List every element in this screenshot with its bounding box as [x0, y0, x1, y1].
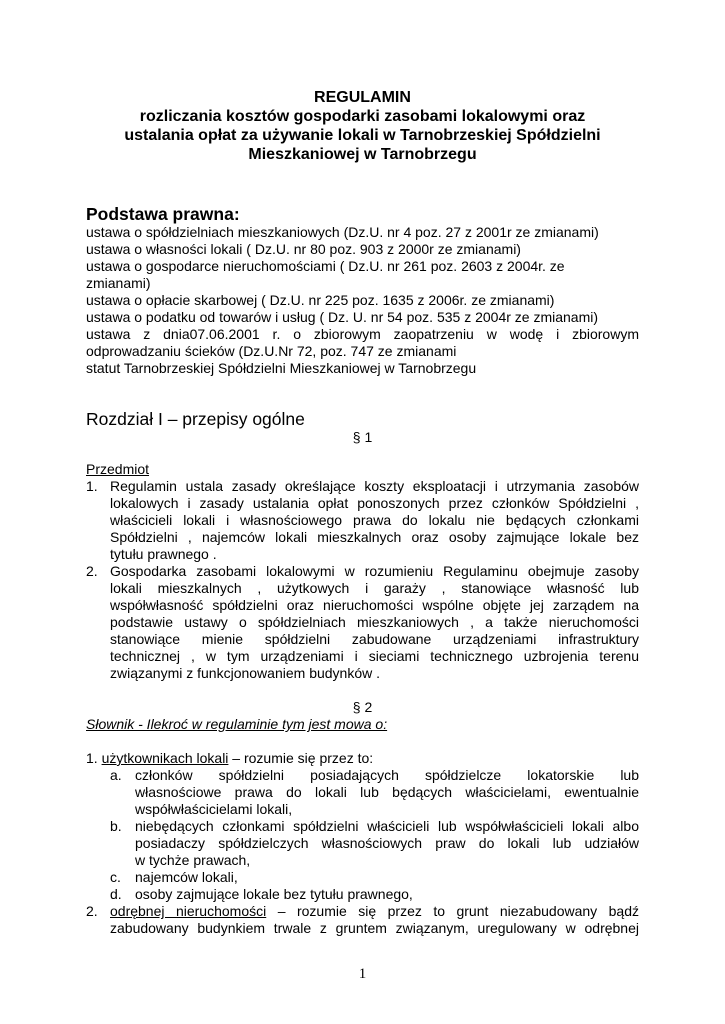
list-number: 2.	[86, 563, 98, 579]
legal-basis-line: ustawa z dnia07.06.2001 r. o zbiorowym zaopatrzeniu w wodę i zbiorowym	[86, 326, 639, 342]
section-2-label: Słownik - Ilekroć w regulaminie tym jest mowa o:	[86, 716, 388, 732]
paragraph-1-line: lokalowych i zasady ustalania opłat ponoszonych przez członków Spółdzielni ,	[110, 495, 639, 511]
definition-term: użytkownikach lokali	[101, 750, 229, 766]
document-subtitle-line-1: rozliczania kosztów gospodarki zasobami lokalowymi oraz	[139, 108, 586, 125]
list-number: 1.	[86, 750, 98, 766]
definition-2-line: zabudowany budynkiem trwale z gruntem związanym, uregulowany w odrębnej	[110, 920, 639, 936]
legal-basis-line: ustawa o opłacie skarbowej ( Dz.U. nr 225 poz. 1635 z 2006r. ze zmianami)	[86, 292, 555, 308]
definition-text: – rozumie się przez to grunt niezabudowany bądź	[266, 903, 639, 919]
definition-b-line: posiadaczy spółdzielczych własnościowych praw do lokali lub udziałów	[135, 835, 639, 851]
list-number: 1.	[86, 478, 98, 494]
section-sign-2: § 2	[352, 699, 373, 715]
paragraph-2-line: technicznej , w tym urządzeniami i sieciami technicznego uzbrojenia terenu	[110, 648, 639, 664]
legal-basis-line: zmianami)	[86, 275, 151, 291]
legal-basis-line: ustawa o spółdzielniach mieszkaniowych (Dz.U. nr 4 poz. 27 z 2001r ze zmianami)	[86, 224, 599, 240]
list-number: 2.	[86, 903, 98, 919]
paragraph-2-line: stanowiące mienie spółdzielni zabudowane urządzeniami infrastruktury	[110, 631, 639, 647]
definition-b-line: w tychże prawach,	[135, 852, 251, 868]
list-letter: b.	[110, 818, 122, 834]
legal-basis-line: odprowadzaniu ścieków (Dz.U.Nr 72, poz. 747 ze zmianami	[86, 343, 457, 359]
definition-a-line: współwłaścicielami lokali,	[135, 801, 293, 817]
definition-c: najemców lokali,	[135, 869, 238, 885]
definition-d: osoby zajmujące lokale bez tytułu prawnego,	[135, 886, 413, 902]
definition-b-line: niebędących członkami spółdzielni właścicieli lub współwłaścicieli lokali albo	[135, 818, 639, 834]
document-subtitle-line-3: Mieszkaniowej w Tarnobrzegu	[248, 146, 477, 163]
document-subtitle-line-2: ustalania opłat za używanie lokali w Tarnobrzeskiej Spółdzielni	[124, 127, 601, 144]
legal-basis-line: statut Tarnobrzeskiej Spółdzielni Mieszkaniowej w Tarnobrzegu	[86, 360, 477, 376]
paragraph-2-line: związanymi z funkcjonowaniem budynków .	[110, 665, 381, 681]
paragraph-2-line: podstawie ustawy o spółdzielniach mieszkaniowych , a także nieruchomości	[110, 614, 639, 630]
definition-text: – rozumie się przez to:	[228, 750, 374, 766]
list-letter: a.	[110, 767, 122, 783]
document-title: REGULAMIN	[314, 89, 411, 106]
paragraph-1-line: tytułu prawnego .	[110, 546, 217, 562]
legal-basis-line: ustawa o podatku od towarów i usług ( Dz. U. nr 54 poz. 535 z 2004r ze zmianami)	[86, 309, 599, 325]
section-1-label: Przedmiot	[86, 461, 150, 477]
paragraph-2-line: Gospodarka zasobami lokalowymi w rozumieniu Regulaminu obejmuje zasoby	[110, 563, 639, 579]
definition-a-line: własnościowe prawa do lokali lub będących właścicielami, ewentualnie	[135, 784, 639, 800]
definition-1	[86, 750, 373, 767]
definition-2-line	[110, 903, 639, 920]
legal-basis-heading: Podstawa prawna:	[86, 204, 240, 224]
page-number: 1	[358, 966, 367, 982]
legal-basis-line: ustawa o własności lokali ( Dz.U. nr 80 poz. 903 z 2000r ze zmianami)	[86, 241, 521, 257]
paragraph-1-line: Spółdzielni , najemców lokali mieszkalnych oraz osoby zajmujące lokale bez	[110, 529, 639, 545]
list-letter: d.	[110, 886, 122, 902]
definition-a-line: członków spółdzielni posiadających spółdzielcze lokatorskie lub	[135, 767, 639, 783]
chapter-heading: Rozdział I – przepisy ogólne	[86, 409, 305, 429]
legal-basis-line: ustawa o gospodarce nieruchomościami ( Dz.U. nr 261 poz. 2603 z 2004r. ze	[86, 258, 565, 274]
definition-term: odrębnej nieruchomości	[110, 903, 267, 919]
section-sign-1: § 1	[352, 429, 373, 445]
paragraph-2-line: współwłasność spółdzielni oraz nieruchomości wspólne objęte jej zarządem na	[110, 597, 639, 613]
list-letter: c.	[110, 869, 121, 885]
paragraph-1-line: Regulamin ustala zasady określające koszty eksploatacji i utrzymania zasobów	[110, 478, 639, 494]
paragraph-2-line: lokali mieszkalnych , użytkowych i garaży , stanowiące własność lub	[110, 580, 639, 596]
paragraph-1-line: właścicieli lokali i własnościowego prawa do lokalu nie będących członkami	[110, 512, 639, 528]
